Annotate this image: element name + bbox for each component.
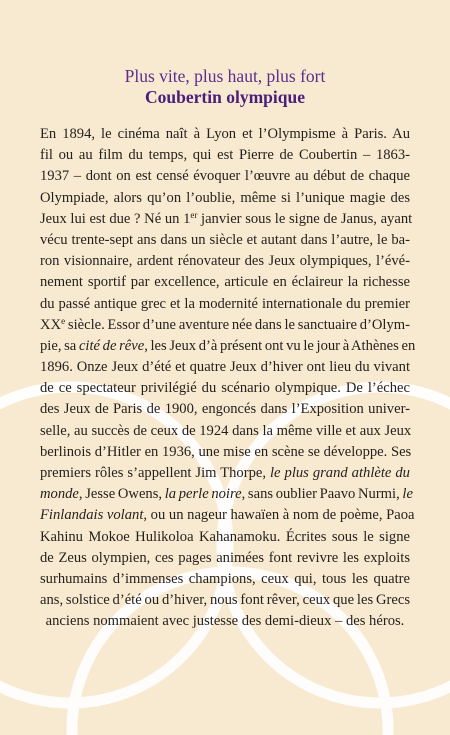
text-run: , Jesse Owens, (78, 486, 165, 503)
text-run: , ou un nageur hawaïen à nom de poème, Paoa (143, 507, 415, 524)
page-subtitle: Plus vite, plus haut, plus fort (124, 66, 326, 86)
body-line: du passé antique grec et la modernité internationale du premier (40, 295, 410, 312)
body-line (40, 484, 413, 505)
text-run: , les Jeux d’à présent ont vu le jour à Athènes en (144, 337, 416, 354)
text-run: janvier sous le signe de Janus, ayant (197, 210, 413, 227)
body-paragraph (40, 124, 416, 633)
body-line: 1896. Onze Jeux d’été et quatre Jeux d’hiver ont lieu du vivant (40, 359, 410, 376)
body-line: Kahinu Mokoe Hulikoloa Kahanamoku. Écrites sous le signe (40, 528, 410, 545)
superscript: e (61, 315, 66, 326)
italic-phrase: monde (40, 486, 79, 503)
body-line: ans, solstice d’été ou d’hiver, nous font rêver, ceux que les Grecs (40, 592, 410, 609)
italic-phrase: cité de rêve (78, 337, 145, 354)
body-line: de ce spectateur privilégié du scénario olympique. De l’échec (40, 380, 410, 397)
italic-phrase: la perle noire (164, 486, 242, 503)
text-run: siècle. Essor d’une aventure née dans le sanctuaire d’Olym- (65, 316, 410, 333)
body-line: anciens nommaient avec justesse des demi-dieux – des héros. (45, 613, 405, 630)
body-line: En 1894, le cinéma naît à Lyon et l’Olympisme à Paris. Au (40, 126, 410, 142)
body-line: fil ou au film du temps, qui est Pierre de Coubertin – 1863- (40, 147, 410, 164)
italic-phrase: le (402, 486, 413, 503)
body-line: Olympiade, alors qu’on l’oublie, même si l’unique magie des (40, 189, 410, 206)
page-title: Coubertin olympique (145, 87, 305, 107)
text-run: XX (40, 316, 62, 333)
body-line (40, 336, 416, 357)
body-line: vécu trente-sept ans dans un siècle et autant dans l’autre, le ba- (40, 231, 410, 248)
body-line (40, 315, 410, 336)
body-line: surhumains d’immenses champions, ceux qui, tous les quatre (40, 570, 410, 587)
body-line (40, 209, 413, 230)
body-line: 1937 – dont on est censé évoquer l’œuvre au début de chaque (40, 168, 410, 185)
italic-phrase: le plus grand athlète du (270, 465, 410, 481)
text-run: , sans oublier Paavo Nurmi, (241, 486, 403, 503)
body-line: ron visionnaire, ardent rénovateur des Jeux olympiques, l’évé- (40, 253, 410, 270)
text-run: Jeux lui est due ? Né un 1 (40, 210, 191, 227)
body-line: des Jeux de Paris de 1900, engoncés dans l’Exposition univer- (40, 401, 410, 418)
text-run: premiers rôles s’appellent Jim Thorpe, (40, 465, 270, 481)
body-line (40, 505, 415, 526)
superscript: er (190, 209, 198, 220)
italic-phrase: Finlandais volant (40, 507, 144, 524)
body-line: nement sportif par excellence, articule en éclaireur la richesse (40, 274, 410, 291)
text-run: pie, sa (40, 337, 79, 354)
body-line: de Zeus olympien, ces pages animées font revivre les exploits (40, 549, 410, 566)
body-line: selle, au succès de ceux de 1924 dans la même ville et aux Jeux (40, 422, 412, 439)
body-line (40, 463, 410, 484)
body-line: berlinois d’Hitler en 1936, une mise en scène se développe. Ses (40, 443, 412, 460)
